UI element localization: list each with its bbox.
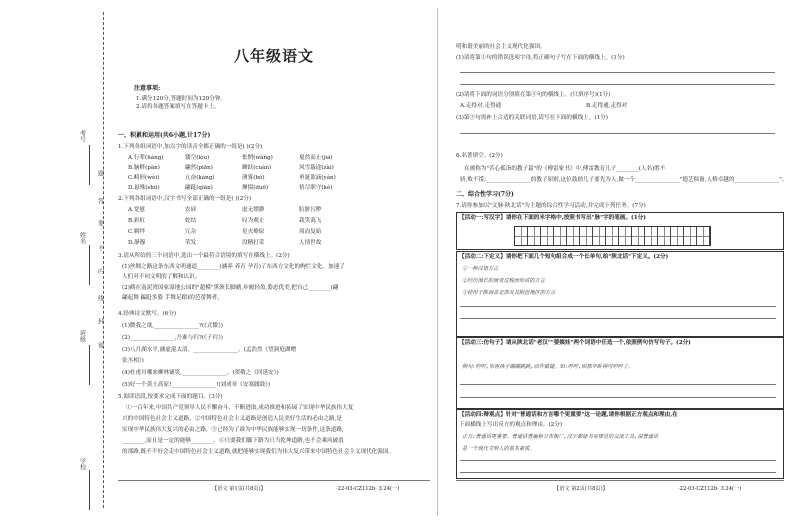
option-row[interactable]: A.宽慰 农谚 虚无缥渺 肮脏污秽 <box>128 207 322 213</box>
seal-char: 要 <box>96 220 104 226</box>
continued-text: 明和谐美丽的社会主义现代化强国。 <box>456 44 546 50</box>
seal-char: 题 <box>96 170 104 176</box>
answer-line[interactable] <box>460 133 775 134</box>
recite-line[interactable]: (4)杜甫川哪来柳林铺笑,________________。(贺敬之《回延安》) <box>122 370 279 376</box>
banji-label: 班级 <box>78 330 86 342</box>
passage-line: 兴的中国特色社会主义道路。②中国特色社会主义道路是创造人民美好生活的必由之路,是 <box>122 416 342 422</box>
handwritten-line: ①一种汉语方言 <box>462 266 499 272</box>
notice-line: 2.请将各题答案填写在答题卡上。 <box>136 104 220 110</box>
page-footer: 【语文 第1页(共8页)】 <box>212 486 266 492</box>
recite-line[interactable]: (1)微我之欲,________________?(《式微》) <box>122 323 223 329</box>
answer-line[interactable] <box>460 72 775 73</box>
question-3-line: (2)鹤在南泥湾国家湿地公园的"超模"黑颈长脚鹬,步履轻盈,姿态优美,把自己________(翩 <box>122 285 339 291</box>
handwritten-line: 是一个现代文明人的基本素质。 <box>462 446 535 452</box>
activity-4-line: 下面横线上写出反方的观点和理由。(2分) <box>459 422 563 428</box>
activity-4: 【活动四:辩观点】针对"普通话和方言哪个更重要"这一论题,请你根据正方观点和理由,在 <box>459 412 678 418</box>
answer-line[interactable] <box>460 84 775 85</box>
option-row[interactable]: D.静穆 荣发 没精打采 人情世故 <box>128 240 322 246</box>
section-heading: 一、积累和运用(共6小题,计17分) <box>118 132 211 139</box>
option[interactable]: B.走得通,走得对 <box>586 103 628 109</box>
recite-line: 张丞相》) <box>122 358 144 364</box>
handwritten-line: ③使用于陕西省北部及其附近地区的方言 <box>462 290 556 296</box>
question-3-line: (1)丝绸之路这条东西文明通道________(涵养 养育 孕育)了东西方文化的绚烂文化。加速了 <box>122 264 345 270</box>
sub-question: (2)请将下面的词语分别填在第③句的横线上。(只填序号)(1分) <box>456 92 611 98</box>
option-row[interactable]: C.羁绊 冗杂 星火燎原 周而复始 <box>128 229 322 235</box>
binding-strip <box>0 0 108 521</box>
page-code: ·22-03-CZ112b· 3.24(一) <box>678 486 742 492</box>
activity-3-box <box>456 337 784 409</box>
xingming-label: 姓名 <box>78 232 86 244</box>
seal-char: 不 <box>96 245 104 251</box>
question-1: 1.下列各组词语中,加点字的读音全都正确的一组是( )(2分) <box>118 144 263 150</box>
notice-line: 1.满分120分,答题时间为120分钟。 <box>136 96 227 102</box>
activity-2: 【活动二:下定义】请你把下面几个短句组合成一个长单句,给"陕北话"下定义。(2分) <box>459 254 669 260</box>
banji-field[interactable] <box>89 345 90 385</box>
xuexiao-field[interactable] <box>89 470 90 510</box>
activity-3: 【活动三:仿句子】请从陕北话"老汉""婆姨娃"两个词语中任选一个,依照例句仿写句子。(2分) <box>459 340 691 346</box>
left-page <box>118 0 430 521</box>
passage-line: 的那路,既不不好会走中国特色社会主义道路,就把能够实现我们为伟大复兴带来中国特色社会主义现代化强国。 <box>122 449 395 455</box>
answer-line[interactable] <box>460 472 776 473</box>
answer-line[interactable] <box>460 306 776 307</box>
option-row[interactable]: C.畸形(wèi) 亢奋(kàng) 薄雾(bó) 垂涎欲滴(yán) <box>128 175 336 181</box>
sub-question: (1)请将第①句的错误选项字母,将正确句子写在下面的横线上。(1分) <box>456 55 625 61</box>
kaohao-field[interactable] <box>89 145 90 185</box>
answer-line[interactable] <box>460 318 776 319</box>
question-3-line: 人们对不同文明的了解和认识。 <box>122 274 201 280</box>
option-row[interactable]: D.悬殊(shū) 翩跹(qiān) 撺掇(duō) 恪尽职守(kè) <box>128 185 333 191</box>
footer-rule <box>456 480 784 481</box>
mizige-grid[interactable] <box>514 226 711 246</box>
page-fold <box>437 8 438 516</box>
handwritten-line: 正方:普通话更重要。普通话普遍和分布极广,汉字都能书写规范的交流工具,说普通话 <box>462 434 659 440</box>
recite-line[interactable]: (2)________________,吾谁与归?(《子衿》) <box>122 335 223 341</box>
passage-line: ________,而且是一定的能够________。④只要我们脚下路为只当乾坤道路,也不会乘风破浪 <box>122 438 344 444</box>
answer-line[interactable] <box>460 384 776 385</box>
option-row[interactable]: A.行辈(háng) 镂空(lòu) 怅惘(wǎng) 戛然而止(jiá) <box>128 155 333 161</box>
question-3-line: 翩起舞 蹁跹多姿 手舞足蹈)的芭蕾舞者。 <box>122 295 223 301</box>
page-title: 八年级语文 <box>233 47 314 65</box>
option[interactable]: A.走得对,走得通 <box>460 103 502 109</box>
recite-line[interactable]: (3)八月湖水平,涵虚混太清。________________。(孟浩然《望洞庭湖赠 <box>122 347 297 353</box>
seal-char: 线 <box>96 295 104 301</box>
seal-char: 密 <box>96 342 104 348</box>
xingming-field[interactable] <box>89 245 90 285</box>
seal-char: 封 <box>96 318 104 324</box>
option-row[interactable]: B.彩虹 蛇结 叹为观止 栽笑蔼飞 <box>128 218 322 224</box>
kaohao-label: 考号 <box>78 130 86 142</box>
question-6-line[interactable]: 在被称为"苦心孤诣的教子篇"的《傅雷家书》中,傅雷教育儿子________(人名)胜不 <box>464 166 666 172</box>
sub-question: (3)第③句需补上合适的关联词语,请写在下面的横线上。(1分) <box>456 115 608 121</box>
seal-char: 内 <box>96 268 104 274</box>
question-2: 2.下列各组词语中,汉字书写全部正确的一组是( )(2分) <box>118 196 252 202</box>
footer-rule <box>118 480 430 481</box>
question-6: 6.名著填空。(2分) <box>456 153 503 159</box>
answer-line[interactable] <box>460 460 776 461</box>
seal-char: 答 <box>96 198 104 204</box>
right-page <box>456 0 788 521</box>
option-row[interactable]: B.脑畔(pàn) 翩然(piān) 蹿跃(cuàn) 风雪载途(zài) <box>128 165 334 171</box>
section-heading: 二、综合性学习(7分) <box>456 191 514 198</box>
passage-line: 实现中华民族伟大复兴的必由之路。③已经为了谁为中华民族能够实现一切条件,这条道路, <box>122 427 344 433</box>
page-footer: 【语文 第2页(共8页)】 <box>554 486 608 492</box>
answer-line[interactable] <box>460 397 776 398</box>
notice-title: 注意事项: <box>134 85 161 92</box>
handwritten-line: ②经历漫长的演变过程而形成的方言 <box>462 278 546 284</box>
recite-line[interactable]: (5)好一个黄土高原!________________!(刘成章《安塞腰鼓》) <box>122 382 271 388</box>
question-7: 7.请你参加以"文脉·陕北话"为主题的综合性学习活动,并完成下列任务。(7分) <box>456 203 646 209</box>
seal-line <box>103 12 105 508</box>
passage-line: ①一百年来,中国共产党领导人民不懈奋斗、不断进取,成功推进和拓展了实现中华民族伟大复 <box>126 405 354 411</box>
activity-1: 【活动一:写汉字】请你在下面的米字格中,按照书写出"脉"字的笔画。(1分) <box>459 215 646 221</box>
xuexiao-label: 学校 <box>78 458 86 470</box>
question-4: 4.经典诗文默写。(6分) <box>118 311 177 317</box>
activity-4-box <box>456 409 784 479</box>
page-code: ·22-03-CZ112b· 3.24(一) <box>336 486 400 492</box>
question-5: 5.阅读语段,按要求完成下面的题目。(3分) <box>118 394 223 400</box>
example-line: 例句:哼哼,形容孩子蹦蹦跳跳,动作敏捷。如:哼哼,咱那年卧得可哼哼了。 <box>462 364 634 370</box>
question-3: 3.请从所给的三个词语中,选出一个最符合语境的填写在横线上。(2分) <box>118 253 290 259</box>
question-6-line[interactable]: 骄,败不馁;________________的教子原则,这位鼓励儿子要先为人,做一个________________"德艺俱备,人格卓越的________________"。 <box>460 177 788 183</box>
